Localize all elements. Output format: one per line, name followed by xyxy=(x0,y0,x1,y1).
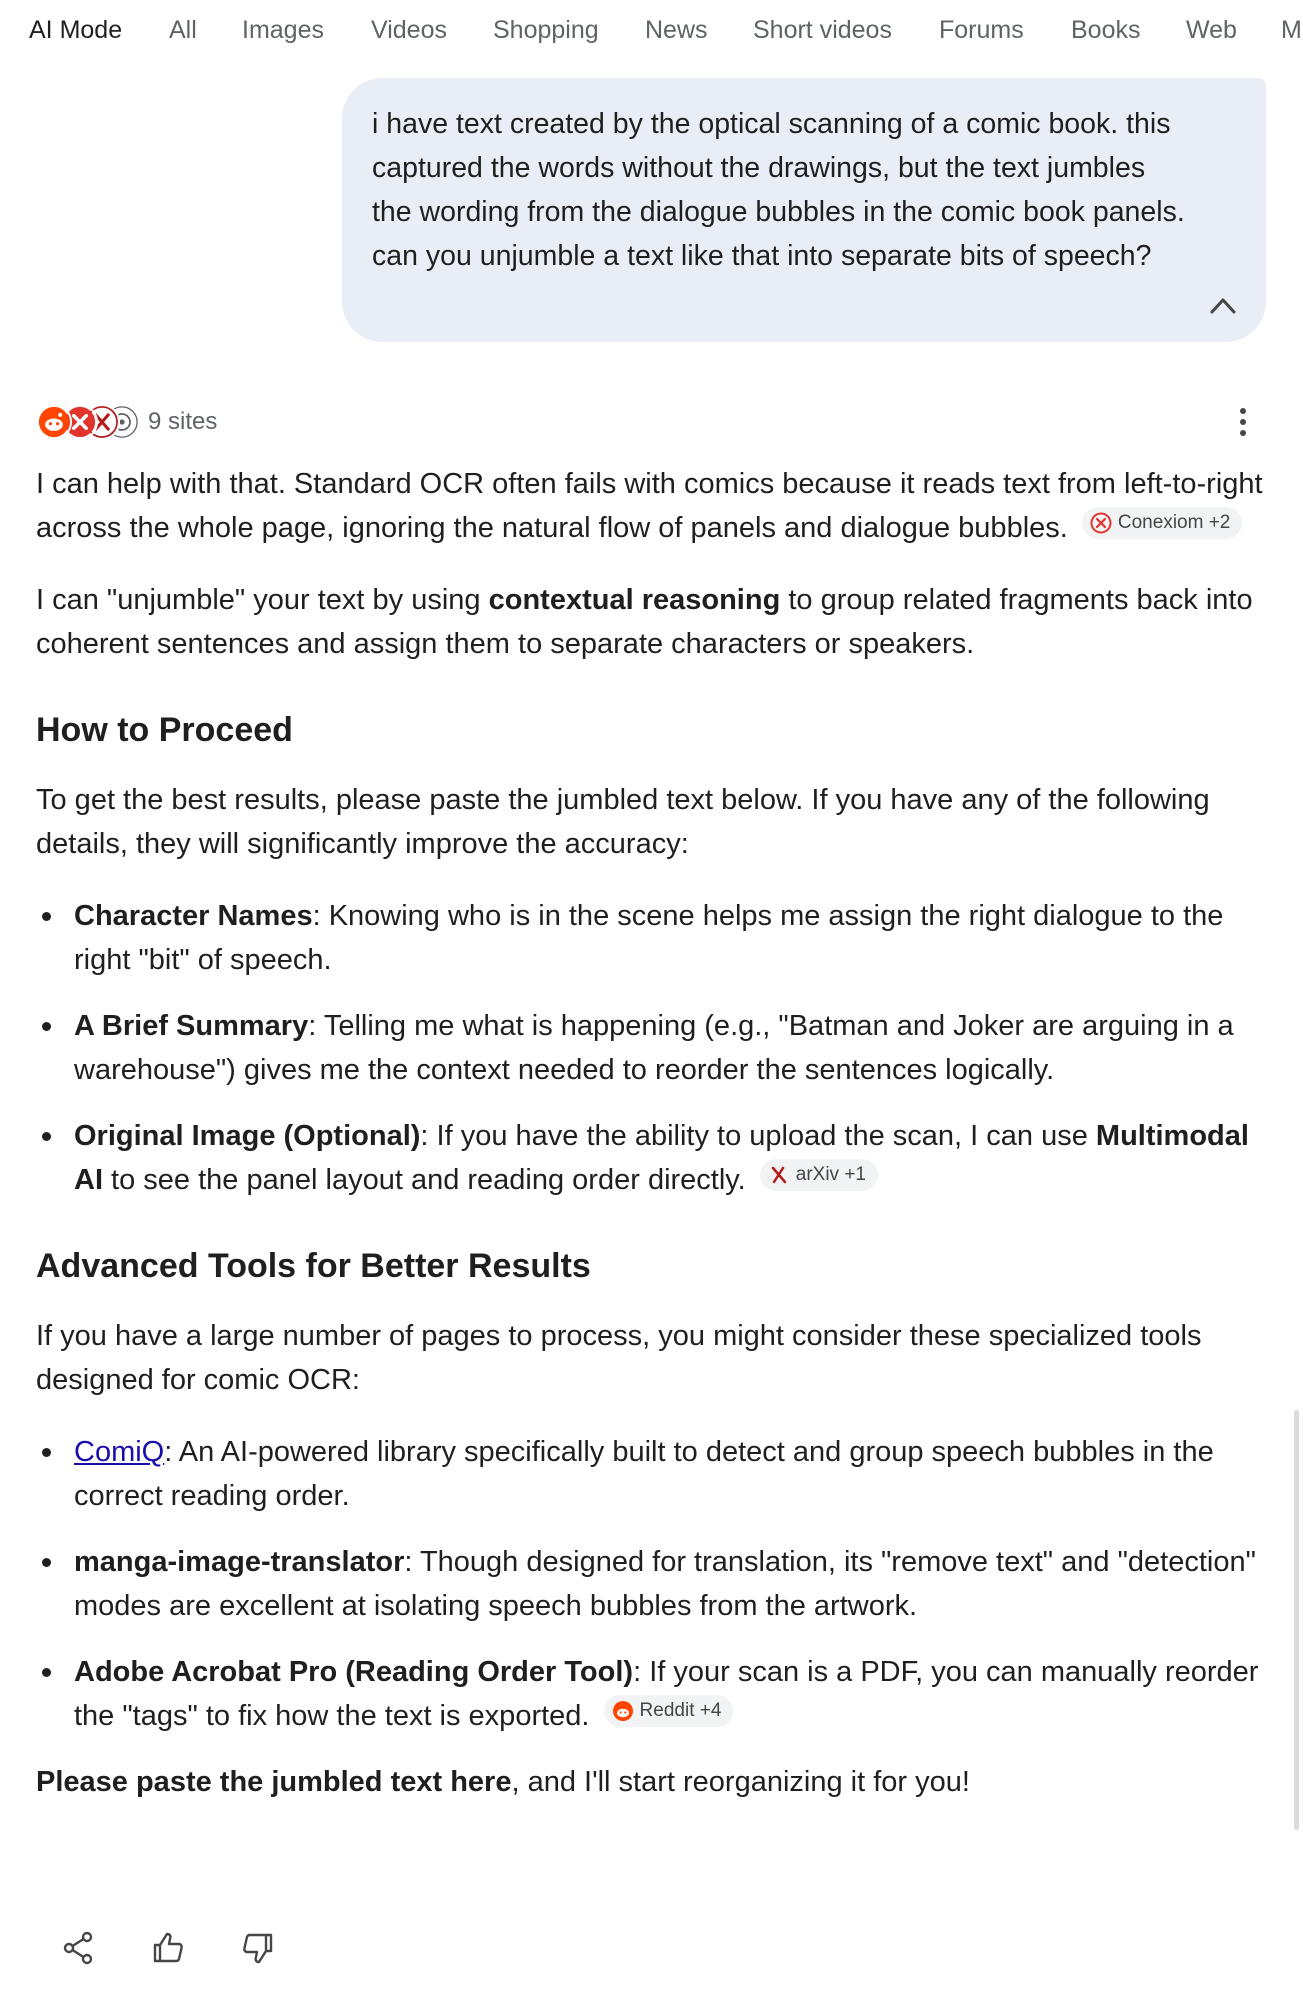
list-item-text: : An AI-powered library specifically built to detect and group speech bubbles in the correct reading order. xyxy=(74,1436,1214,1512)
list-item-bold: Original Image (Optional) xyxy=(74,1120,421,1152)
closing-bold: Please paste the jumbled text here xyxy=(36,1766,512,1798)
conexiom-icon xyxy=(1090,512,1112,534)
citation-chip-label: arXiv +1 xyxy=(795,1164,866,1185)
citation-chip[interactable] xyxy=(760,1159,878,1191)
chevron-up-icon[interactable] xyxy=(1208,294,1238,316)
tab-short-videos[interactable]: Short videos xyxy=(753,16,892,44)
share-icon[interactable] xyxy=(58,1928,98,1968)
section2-list xyxy=(36,1430,1276,1738)
section1-list xyxy=(36,894,1276,1202)
tab-shopping[interactable]: Shopping xyxy=(493,16,599,44)
tab-ai-mode[interactable]: AI Mode xyxy=(29,16,123,44)
citation-chip-label: Reddit +4 xyxy=(639,1700,722,1721)
thumbs-up-icon[interactable] xyxy=(148,1928,188,1968)
list-item-text: : Though designed for translation, its "remove text" and "detection" modes are excellent at isolating speech bubbles from the artwork. xyxy=(74,1546,1256,1622)
feedback-actions xyxy=(58,1928,278,1968)
tab-images[interactable]: Images xyxy=(242,16,324,44)
ai-answer xyxy=(36,462,1276,1832)
list-item xyxy=(36,1004,1276,1092)
answer-approach-pre: I can "unjumble" your text by using xyxy=(36,584,489,616)
list-item-bold: manga-image-translator xyxy=(74,1546,405,1578)
list-item-text: to see the panel layout and reading order directly. xyxy=(103,1164,746,1196)
arxiv-icon xyxy=(768,1164,790,1186)
list-item xyxy=(36,1114,1276,1202)
sources-count: 9 sites xyxy=(148,408,218,435)
list-item-bold: A Brief Summary xyxy=(74,1010,309,1042)
tab-news[interactable]: News xyxy=(645,16,708,44)
citation-chip-label: Conexiom +2 xyxy=(1117,512,1231,533)
answer-intro-text: I can help with that. Standard OCR often fails with comics because it reads text from left-to-right across the whole page, ignoring the natural flow of panels and dialogue bubbles. xyxy=(36,468,1263,544)
answer-approach xyxy=(36,578,1276,666)
tab-books[interactable]: Books xyxy=(1071,16,1141,44)
list-item-text: : Telling me what is happening (e.g., "Batman and Joker are arguing in a warehouse") gives me the context needed to reorder the sentences logically. xyxy=(74,1010,1234,1086)
list-item-bold: Character Names xyxy=(74,900,313,932)
thumbs-down-icon[interactable] xyxy=(238,1928,278,1968)
sources-row[interactable] xyxy=(36,400,217,444)
user-query-text: i have text created by the optical scanning of a comic book. this captured the words without the drawings, but the text jumbles the wording from the dialogue bubbles in the comic book panels. can you unjumble a text like that into separate bits of speech? xyxy=(372,108,1185,272)
comiq-link[interactable]: ComiQ xyxy=(74,1436,165,1468)
heading-advanced-tools: Advanced Tools for Better Results xyxy=(36,1247,591,1285)
closing-line xyxy=(36,1760,1276,1804)
scrollbar[interactable] xyxy=(1294,1410,1299,1830)
list-item-bold: Adobe Acrobat Pro (Reading Order Tool) xyxy=(74,1656,634,1688)
answer-intro xyxy=(36,462,1276,550)
list-item xyxy=(36,1540,1276,1628)
tab-forums[interactable]: Forums xyxy=(939,16,1024,44)
list-item xyxy=(36,1650,1276,1738)
tab-videos[interactable]: Videos xyxy=(371,16,447,44)
citation-chip[interactable] xyxy=(1082,507,1242,539)
tab-all[interactable]: All xyxy=(169,16,197,44)
tab-web[interactable]: Web xyxy=(1186,16,1237,44)
answer-approach-post: to group related fragments back into coherent sentences and assign them to separate characters or speakers. xyxy=(36,584,1253,660)
list-item-text: : Knowing who is in the scene helps me assign the right dialogue to the right "bit" of speech. xyxy=(74,900,1224,976)
section1-intro: To get the best results, please paste the jumbled text below. If you have any of the following details, they will significantly improve the accuracy: xyxy=(36,784,1210,860)
list-item xyxy=(36,1430,1276,1518)
reddit-icon xyxy=(612,1700,634,1722)
list-item-text: : If you have the ability to upload the scan, I can use xyxy=(420,1120,1096,1152)
citation-chip[interactable] xyxy=(604,1695,734,1727)
reddit-icon xyxy=(36,404,72,440)
user-query-bubble xyxy=(342,78,1266,342)
closing-text: , and I'll start reorganizing it for you! xyxy=(511,1766,970,1798)
tab-more[interactable]: M xyxy=(1281,16,1302,44)
heading-how-to-proceed: How to Proceed xyxy=(36,711,293,749)
answer-approach-bold: contextual reasoning xyxy=(488,584,781,616)
list-item xyxy=(36,894,1276,982)
section2-intro: If you have a large number of pages to process, you might consider these specialized tools designed for comic OCR: xyxy=(36,1320,1202,1396)
search-tabs xyxy=(0,0,1303,66)
list-item-bold: Multimodal AI xyxy=(74,1120,1249,1196)
list-item-text: : If your scan is a PDF, you can manually reorder the "tags" to fix how the text is exported. xyxy=(74,1656,1259,1732)
more-options-icon[interactable] xyxy=(1228,404,1258,440)
source-icon-stack xyxy=(36,400,136,444)
